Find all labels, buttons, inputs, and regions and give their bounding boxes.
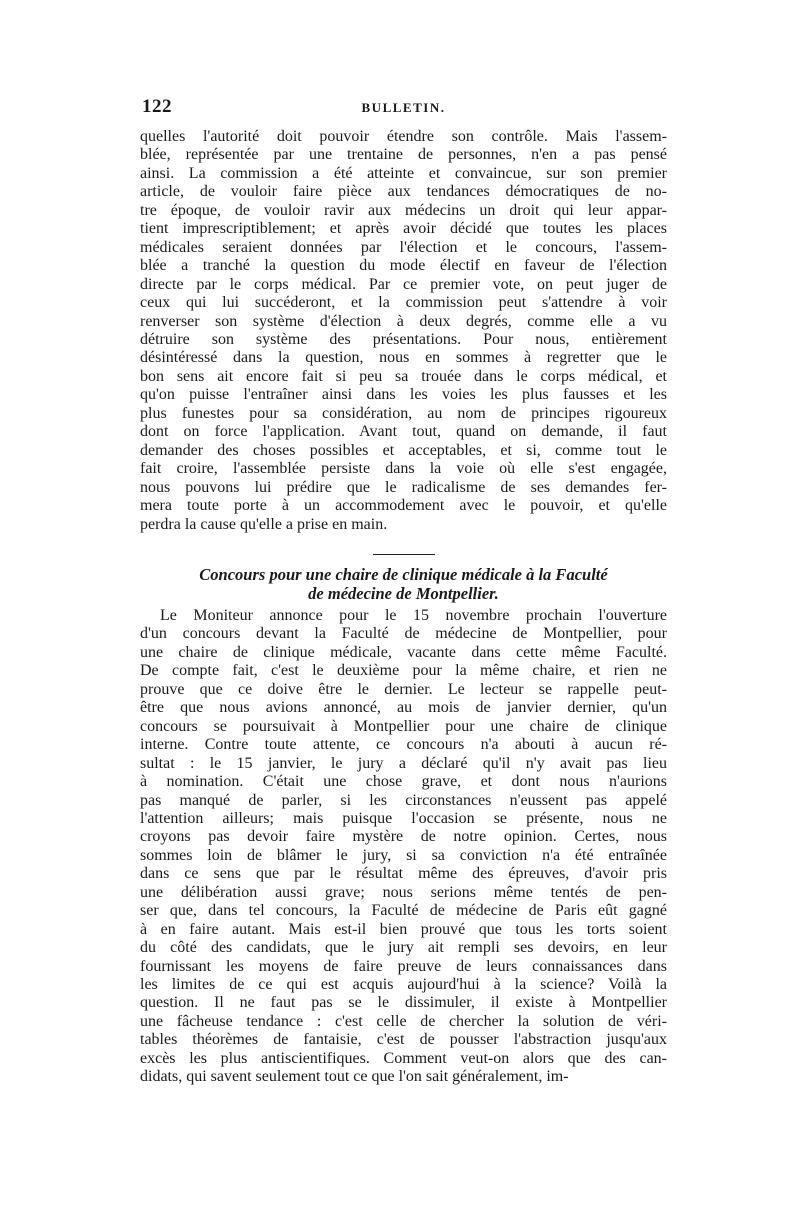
text-line: qu'on puisse l'entraîner ainsi dans les voies les plus fausses et les	[140, 386, 667, 404]
text-line: du côté des candidats, que le jury ait rempli ses devoirs, en leur	[140, 939, 667, 957]
text-line: sultat : le 15 janvier, le jury a déclaré qu'il n'y avait pas lieu	[140, 754, 667, 772]
text-line: blée a tranché la question du mode électif en faveur de l'élection	[140, 257, 667, 275]
text-line: question. Il ne faut pas se le dissimuler, il existe à Montpellier	[140, 994, 667, 1012]
text-line: demander des choses possibles et acceptables, et si, comme tout le	[140, 441, 667, 459]
text-line: Le Moniteur annonce pour le 15 novembre prochain l'ouverture	[160, 606, 667, 624]
text-line: ceux qui lui succéderont, et la commission peut s'attendre à voir	[140, 294, 667, 312]
text-line: fait croire, l'assemblée persiste dans la voie où elle s'est engagée,	[140, 460, 667, 478]
text-line: prouve que ce doive être le dernier. Le lecteur se rappelle peut-	[140, 680, 667, 698]
text-line: à nomination. C'était une chose grave, et dont nous n'aurions	[140, 773, 667, 791]
text-line: détruire son système des présentations. Pour nous, entièrement	[140, 330, 667, 348]
running-head	[140, 96, 667, 124]
text-line: sommes loin de blâmer le jury, si sa conviction n'a été entraînée	[140, 846, 667, 864]
text-line: croyons pas devoir faire mystère de notre opinion. Certes, nous	[140, 828, 667, 846]
text-line: désintéressé dans la question, nous en sommes à regretter que le	[140, 349, 667, 367]
text-line: concours se poursuivait à Montpellier pour une chaire de clinique	[140, 717, 667, 735]
text-line: interne. Contre toute attente, ce concours n'a abouti à aucun ré-	[140, 736, 667, 754]
text-line: d'un concours devant la Faculté de médecine de Montpellier, pour	[140, 625, 667, 643]
paragraph-continuation	[140, 128, 667, 534]
text-line: dans ce sens que par le résultat même des épreuves, d'avoir pris	[140, 865, 667, 883]
text-line: nous pouvons lui prédire que le radicalisme de ses demandes fer-	[140, 478, 667, 496]
text-line: plus funestes pour sa considération, au nom de principes rigoureux	[140, 404, 667, 422]
text-line: une fâcheuse tendance : c'est celle de chercher la solution de véri-	[140, 1012, 667, 1030]
section-divider	[373, 554, 435, 555]
text-line: à en faire autant. Mais est-il bien prouvé que tous les torts soient	[140, 920, 667, 938]
text-line: renverser son système d'élection à deux degrés, comme elle a vu	[140, 312, 667, 330]
text-line: fournissant les moyens de faire preuve de leurs connaissances dans	[140, 957, 667, 975]
text-line: tables théorèmes de fantaisie, c'est de pousser l'abstraction jusqu'aux	[140, 1031, 667, 1049]
page-body	[140, 96, 667, 1087]
paragraph-concours	[140, 607, 667, 1087]
text-line: ainsi. La commission a été atteinte et convaincue, sur son premier	[140, 164, 667, 182]
text-line: l'attention ailleurs; mais puisque l'occasion se présente, nous ne	[140, 809, 667, 827]
text-line: didats, qui savent seulement tout ce que l'on sait généralement, im-	[140, 1068, 569, 1086]
section-title	[140, 565, 667, 603]
text-line: une délibération aussi grave; nous serions même tentés de pen-	[140, 883, 667, 901]
text-line: les limites de ce qui est acquis aujourd'hui à la science? Voilà la	[140, 976, 667, 994]
text-line: médicales seraient données par l'élection et le concours, l'assem-	[140, 238, 667, 256]
text-line: bon sens ait encore fait si peu sa trouée dans le corps médical, et	[140, 367, 667, 385]
text-line: perdra la cause qu'elle a prise en main.	[140, 515, 388, 533]
text-line: tre époque, de vouloir ravir aux médecins un droit qui leur appar-	[140, 201, 667, 219]
text-line: excès les plus antiscientifiques. Comment veut-on alors que des can-	[140, 1049, 667, 1067]
page-number: 122	[142, 96, 172, 117]
section-title-line: de médecine de Montpellier.	[308, 583, 499, 603]
text-line: dont on force l'application. Avant tout, quand on demande, il faut	[140, 423, 667, 441]
text-line: quelles l'autorité doit pouvoir étendre son contrôle. Mais l'assem-	[140, 128, 667, 145]
text-line: une chaire de clinique médicale, vacante dans cette même Faculté.	[140, 643, 667, 661]
text-line: directe par le corps médical. Par ce premier vote, on peut juger de	[140, 275, 667, 293]
text-line: être que nous avions annoncé, au mois de janvier dernier, qu'un	[140, 699, 667, 717]
section-title-line: Concours pour une chaire de clinique médicale à la Faculté	[199, 564, 608, 584]
text-line: ser que, dans tel concours, la Faculté de médecine de Paris eût gagné	[140, 902, 667, 920]
text-line: mera toute porte à un accommodement avec le pouvoir, et qu'elle	[140, 497, 667, 515]
text-line: article, de vouloir faire pièce aux tendances démocratiques de no-	[140, 183, 667, 201]
text-line: pas manqué de parler, si les circonstances n'eussent pas appelé	[140, 791, 667, 809]
text-line: De compte fait, c'est le deuxième pour la même chaire, et rien ne	[140, 662, 667, 680]
text-line: blée, représentée par une trentaine de personnes, n'en a pas pensé	[140, 146, 667, 164]
text-line: tient imprescriptiblement; et après avoir décidé que toutes les places	[140, 220, 667, 238]
running-title: BULLETIN.	[361, 100, 446, 115]
